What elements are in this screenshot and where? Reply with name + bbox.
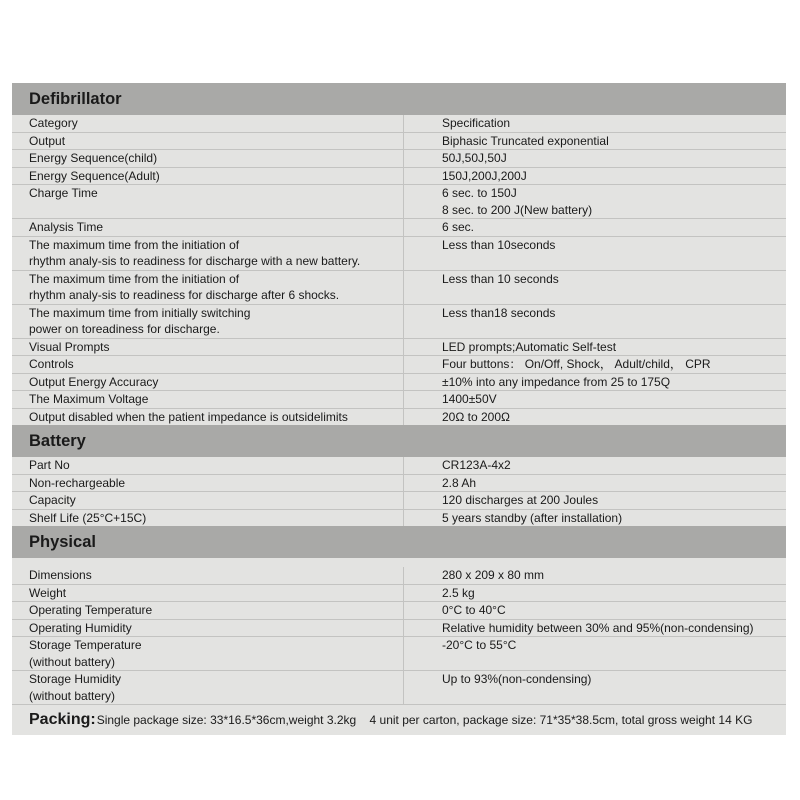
spec-name-line: The maximum time from initially switching — [29, 305, 251, 320]
spec-name — [12, 637, 404, 670]
table-row — [12, 475, 786, 493]
spec-name-line: rhythm analy-sis to readiness for discharge after 6 shocks. — [29, 288, 340, 302]
spec-name — [12, 409, 404, 426]
spec-name-line: Non-rechargeable — [29, 475, 126, 490]
spec-value-line: -20°C to 55°C — [442, 638, 517, 652]
physical-gap — [12, 558, 786, 567]
spec-value-line: 8 sec. to 200 J(New battery) — [442, 202, 593, 217]
table-row — [12, 457, 786, 475]
section-header-defibrillator: Defibrillator — [12, 83, 786, 115]
spec-name — [12, 391, 404, 408]
table-row — [12, 620, 786, 638]
defibrillator-table — [12, 115, 786, 425]
spec-name — [12, 150, 404, 167]
spec-name-line: Operating Humidity — [29, 620, 132, 635]
spec-value — [404, 510, 786, 527]
spec-value-line: 120 discharges at 200 Joules — [442, 493, 599, 507]
spec-name — [12, 567, 404, 584]
spec-value — [404, 133, 786, 150]
spec-name — [12, 492, 404, 509]
spec-value-line: Relative humidity between 30% and 95%(non-condensing) — [442, 620, 754, 635]
table-row — [12, 374, 786, 392]
spec-name — [12, 185, 404, 218]
packing-label: Packing: — [29, 711, 96, 728]
spec-name-line: Output — [29, 133, 66, 148]
spec-value-line: Biphasic Truncated exponential — [442, 133, 609, 148]
section-header-physical: Physical — [12, 526, 786, 558]
spec-name — [12, 115, 404, 132]
table-row — [12, 356, 786, 374]
spec-name-line: Energy Sequence(child) — [29, 151, 158, 165]
table-row — [12, 305, 786, 339]
battery-table — [12, 457, 786, 526]
spec-name-line: Controls — [29, 357, 74, 371]
spec-value — [404, 356, 786, 373]
spec-name-line: (without battery) — [29, 654, 116, 669]
spec-value — [404, 475, 786, 492]
spec-value — [404, 602, 786, 619]
spec-name-line: rhythm analy-sis to readiness for discharge with a new battery. — [29, 254, 361, 268]
spec-name — [12, 339, 404, 356]
table-row — [12, 510, 786, 527]
table-row — [12, 585, 786, 603]
table-row — [12, 391, 786, 409]
spec-name — [12, 237, 404, 270]
table-row — [12, 185, 786, 219]
spec-value — [404, 168, 786, 185]
spec-value — [404, 620, 786, 637]
table-row — [12, 168, 786, 186]
spec-name — [12, 168, 404, 185]
spec-value — [404, 150, 786, 167]
spec-value-line: Less than 10seconds — [442, 237, 556, 252]
spec-value-line: 150J,200J,200J — [442, 168, 527, 183]
spec-name-line: power on toreadiness for discharge. — [29, 322, 220, 336]
spec-name-line: Output disabled when the patient impedance is outsidelimits — [29, 409, 348, 424]
table-row — [12, 492, 786, 510]
spec-name-line: (without battery) — [29, 688, 116, 703]
spec-value-line — [442, 253, 786, 270]
spec-value — [404, 271, 786, 304]
table-row — [12, 237, 786, 271]
spec-name-line: The Maximum Voltage — [29, 392, 149, 406]
spec-value — [404, 305, 786, 338]
spec-name — [12, 585, 404, 602]
spec-value-line — [442, 321, 786, 338]
spec-value — [404, 671, 786, 704]
spec-name — [12, 457, 404, 474]
section-header-battery: Battery — [12, 425, 786, 457]
spec-value-line: 6 sec. — [442, 220, 475, 234]
spec-name — [12, 475, 404, 492]
spec-name-line: Weight — [29, 585, 67, 600]
spec-sheet — [12, 83, 786, 735]
spec-name-line: Output Energy Accuracy — [29, 374, 159, 389]
spec-name-line: Category — [29, 116, 78, 130]
spec-value — [404, 585, 786, 602]
spec-value — [404, 409, 786, 426]
spec-value-line: LED prompts;Automatic Self-test — [442, 339, 617, 354]
spec-name-line — [29, 202, 403, 219]
spec-value — [404, 457, 786, 474]
table-row — [12, 115, 786, 133]
spec-name — [12, 671, 404, 704]
spec-value-line: 2.8 Ah — [442, 475, 477, 490]
spec-name — [12, 271, 404, 304]
spec-value — [404, 492, 786, 509]
spec-value — [404, 185, 786, 218]
spec-value — [404, 115, 786, 132]
table-row — [12, 150, 786, 168]
spec-value-line: Four buttons： On/Off, Shock， Adult/child， CPR — [442, 357, 711, 371]
spec-value-line: 1400±50V — [442, 392, 497, 406]
packing-text: Single package size: 33*16.5*36cm,weight 3.2kg 4 unit per carton, package size: 71*35*38.5cm, total gross weight 14 KG — [96, 713, 753, 727]
table-row — [12, 567, 786, 585]
spec-name — [12, 133, 404, 150]
spec-name-line: Visual Prompts — [29, 339, 110, 354]
spec-value-line: Less than 10 seconds — [442, 271, 559, 286]
spec-name-line: Dimensions — [29, 568, 92, 582]
spec-name — [12, 510, 404, 527]
table-row — [12, 671, 786, 704]
table-row — [12, 637, 786, 671]
spec-value — [404, 237, 786, 270]
table-row — [12, 219, 786, 237]
spec-value-line: 50J,50J,50J — [442, 151, 507, 165]
spec-value-line: ±10% into any impedance from 25 to 175Q — [442, 374, 671, 389]
spec-name-line: Shelf Life (25°C+15C) — [29, 510, 147, 525]
spec-value — [404, 374, 786, 391]
spec-value-line: 6 sec. to 150J — [442, 186, 517, 200]
table-row — [12, 271, 786, 305]
spec-value — [404, 219, 786, 236]
spec-value-line — [442, 688, 786, 705]
spec-name-line: Charge Time — [29, 186, 98, 200]
spec-value-line: 0°C to 40°C — [442, 603, 506, 617]
spec-name-line: Storage Humidity — [29, 672, 122, 686]
table-row — [12, 133, 786, 151]
spec-value — [404, 339, 786, 356]
table-row — [12, 339, 786, 357]
spec-value — [404, 637, 786, 670]
spec-value-line: Up to 93%(non-condensing) — [442, 672, 592, 686]
spec-value — [404, 567, 786, 584]
spec-value-line: 5 years standby (after installation) — [442, 510, 623, 525]
spec-name — [12, 602, 404, 619]
spec-value-line: 280 x 209 x 80 mm — [442, 568, 545, 582]
spec-name-line: Storage Temperature — [29, 638, 142, 652]
spec-name — [12, 219, 404, 236]
spec-name-line: Operating Temperature — [29, 603, 153, 617]
table-row — [12, 602, 786, 620]
spec-name — [12, 620, 404, 637]
spec-name — [12, 374, 404, 391]
physical-table — [12, 567, 786, 704]
spec-name-line: Part No — [29, 458, 70, 472]
table-row — [12, 409, 786, 426]
spec-name-line: Energy Sequence(Adult) — [29, 168, 160, 183]
spec-name-line: Analysis Time — [29, 220, 104, 234]
spec-name — [12, 356, 404, 373]
spec-value-line: 20Ω to 200Ω — [442, 409, 510, 424]
spec-value-line: 2.5 kg — [442, 585, 475, 600]
packing-row — [12, 704, 786, 735]
spec-name-line: Capacity — [29, 493, 76, 507]
spec-name-line: The maximum time from the initiation of — [29, 271, 240, 286]
spec-name — [12, 305, 404, 338]
spec-value-line: Less than18 seconds — [442, 305, 556, 320]
spec-value — [404, 391, 786, 408]
spec-value-line — [442, 287, 786, 304]
spec-value-line: Specification — [442, 116, 511, 130]
spec-value-line: CR123A-4x2 — [442, 458, 511, 472]
spec-value-line — [442, 654, 786, 671]
spec-name-line: The maximum time from the initiation of — [29, 237, 240, 252]
